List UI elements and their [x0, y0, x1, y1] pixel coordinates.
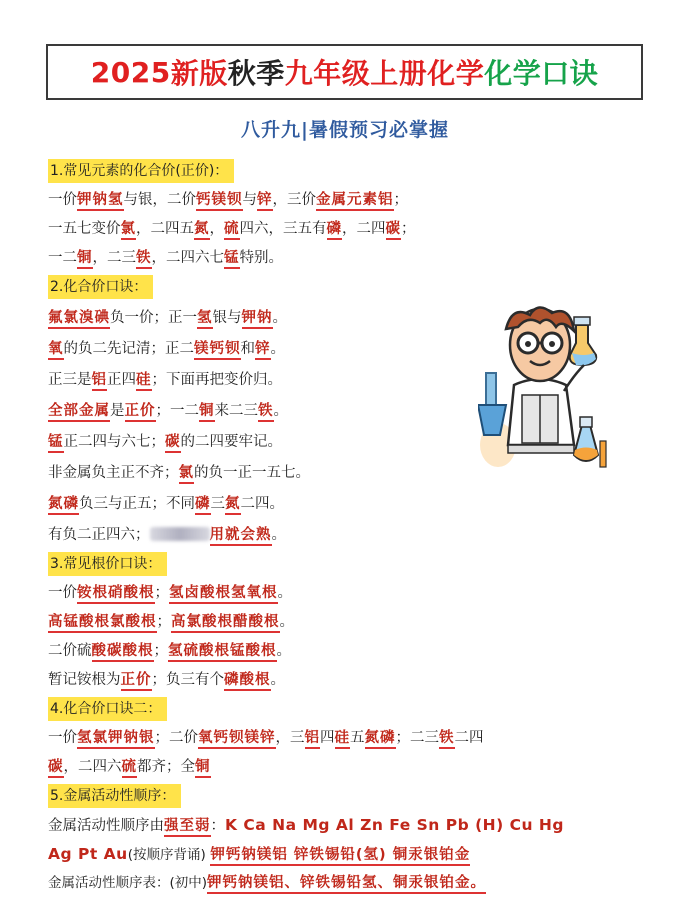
keyword: 硅	[335, 730, 351, 749]
keyword: 钾钙钠镁铝、锌铁锡铅氢、铜汞银铂金。	[207, 875, 486, 894]
text-run: 。	[277, 585, 292, 601]
text-line	[48, 521, 644, 550]
text-run: 非金属负主正不齐；	[48, 465, 179, 481]
text-run: 。	[271, 527, 286, 543]
section-1-header-row	[48, 157, 644, 186]
section-header: 1.常见元素的化合价(正价)：	[48, 159, 234, 183]
keyword: 高氯酸根醋酸根	[171, 614, 280, 633]
title-year: 2025	[90, 55, 171, 89]
text-line	[48, 490, 644, 519]
text-run: 三	[210, 496, 225, 512]
text-line	[48, 811, 644, 840]
text-run: 。	[273, 403, 288, 419]
section-3-header-row	[48, 550, 644, 579]
text-line	[48, 215, 644, 244]
keyword: 氢氯钾钠银	[77, 730, 155, 749]
keyword: 氧	[48, 341, 64, 360]
keyword: 硫	[224, 221, 240, 240]
keyword: 锰	[224, 250, 240, 269]
text-run: 特别。	[239, 250, 283, 266]
text-run: 负一价；正一	[110, 310, 197, 326]
text-line	[48, 753, 644, 782]
keyword: 锌	[257, 192, 273, 211]
section-header: 2.化合价口诀：	[48, 275, 153, 299]
keyword: 碳	[48, 759, 64, 778]
text-run: 正三是	[48, 372, 92, 388]
text-run: 来二三	[214, 403, 258, 419]
content-body	[48, 157, 644, 898]
keyword: 高锰酸根氯酸根	[48, 614, 157, 633]
keyword: 氢	[197, 310, 213, 329]
text-run: ；	[153, 643, 168, 659]
keyword: 铁	[439, 730, 455, 749]
section-5-header-row	[48, 782, 644, 811]
section-header: 5.金属活动性顺序：	[48, 784, 181, 808]
text-run: 都齐；全	[137, 759, 195, 775]
text-run: ；	[156, 614, 171, 630]
keyword: 铁	[136, 250, 152, 269]
text-run: ；	[393, 192, 408, 208]
keyword: 氮磷	[365, 730, 396, 749]
keyword: 磷	[327, 221, 343, 240]
text-line	[48, 244, 644, 273]
text-run: ；负三有个	[151, 672, 224, 688]
section-header: 4.化合价口诀二：	[48, 697, 167, 721]
section-header: 3.常见根价口诀：	[48, 552, 167, 576]
keyword: 镁钙钡	[194, 341, 241, 360]
text-run: ；一二	[155, 403, 199, 419]
keyword: 金属元素铝	[316, 192, 394, 211]
blurred-text	[150, 527, 210, 541]
text-run: 二价硫	[48, 643, 92, 659]
text-run: ，二四	[342, 221, 386, 237]
text-run: 负三与正五；不同	[79, 496, 195, 512]
text-run: ；	[154, 585, 169, 601]
text-line	[48, 869, 644, 898]
text-run: 一五七变价	[48, 221, 121, 237]
text-run: 的负二先记清；正二	[63, 341, 194, 357]
text-run: 的二四要牢记。	[180, 434, 282, 450]
keyword: 磷酸根	[224, 672, 271, 691]
keyword: 铵根硝酸根	[77, 585, 155, 604]
keyword: 钙镁钡	[196, 192, 243, 211]
text-run: 。	[272, 310, 287, 326]
keyword: 锰	[48, 434, 64, 453]
section-4-header-row	[48, 695, 644, 724]
text-run: 正二四与六七；	[63, 434, 165, 450]
text-run: 与	[242, 192, 257, 208]
text-line	[48, 186, 644, 215]
text-run: 正四	[107, 372, 136, 388]
text-run: 暂记铵根为	[48, 672, 121, 688]
keyword: 氮	[225, 496, 241, 515]
text-run: 四六，三五有	[239, 221, 327, 237]
text-run: ；	[401, 221, 416, 237]
title-new-edition: 新版	[170, 57, 228, 90]
text-run: 与银，二价	[123, 192, 196, 208]
text-line	[48, 335, 644, 364]
metal-symbol-sequence: K Ca Na Mg Al Zn Fe Sn Pb (H) Cu Hg	[225, 816, 564, 834]
keyword: 铜	[199, 403, 215, 422]
keyword: 氟氯溴碘	[48, 310, 110, 329]
keyword: 碳	[165, 434, 181, 453]
keyword: 用就会熟	[210, 527, 272, 546]
text-run: ，二四六七	[151, 250, 224, 266]
text-run: 的负一正一五七。	[194, 465, 310, 481]
text-run: 一价	[48, 730, 77, 746]
text-run: ，	[209, 221, 224, 237]
keyword: 铝	[305, 730, 321, 749]
keyword: 钾钠氢	[77, 192, 124, 211]
text-run: ，二四六	[63, 759, 122, 775]
section-2-header-row	[48, 273, 644, 302]
keyword: 氢硫酸根锰酸根	[168, 643, 277, 662]
text-run: 金属活动性顺序由	[48, 818, 164, 834]
text-run: ，三价	[272, 192, 316, 208]
text-line	[48, 397, 644, 426]
text-run: 。	[270, 341, 285, 357]
keyword: 磷	[195, 496, 211, 515]
text-run: 五	[350, 730, 365, 746]
keyword: 碳	[386, 221, 402, 240]
text-run: ：	[210, 818, 225, 834]
keyword: 氮磷	[48, 496, 79, 515]
text-run: (按顺序背诵)	[127, 847, 206, 863]
text-run: ；二价	[154, 730, 198, 746]
text-line	[48, 666, 644, 695]
text-line	[48, 840, 644, 869]
text-run: 一价	[48, 192, 77, 208]
keyword: 铜	[195, 759, 211, 778]
title-banner	[46, 44, 643, 100]
keyword: 氮	[194, 221, 210, 240]
keyword: 硅	[136, 372, 152, 391]
keyword: 铝	[92, 372, 108, 391]
keyword: 强至弱	[164, 818, 211, 837]
text-run: ；下面再把变价归。	[151, 372, 282, 388]
text-run: 和	[240, 341, 255, 357]
keyword: 钾钠	[242, 310, 273, 329]
text-run: 是	[110, 403, 125, 419]
text-line	[48, 724, 644, 753]
title-season: 秋季	[227, 57, 285, 90]
keyword: 铜	[77, 250, 93, 269]
text-line	[48, 608, 644, 637]
keyword: 正价	[121, 672, 152, 691]
text-line	[48, 428, 644, 457]
text-run: 二四	[454, 730, 484, 746]
text-run: 。	[270, 672, 285, 688]
text-run: ，二四五	[136, 221, 194, 237]
title-mnemonic: 化学口诀	[484, 57, 599, 90]
text-run: ，二三	[92, 250, 136, 266]
text-run: ，三	[275, 730, 305, 746]
text-line	[48, 459, 644, 488]
text-run: 二四。	[240, 496, 284, 512]
text-line	[48, 579, 644, 608]
keyword: 锌	[255, 341, 271, 360]
title-grade-book: 九年级上册化学	[284, 57, 485, 90]
keyword: 钾钙钠镁铝 锌铁锡铅(氢) 铜汞银铂金	[210, 847, 470, 866]
text-run: 金属活动性顺序表：(初中)	[48, 875, 208, 891]
text-run: 一价	[48, 585, 77, 601]
text-run: 。	[276, 643, 291, 659]
text-line	[48, 637, 644, 666]
text-line	[48, 366, 644, 395]
metal-symbol-sequence: Ag Pt Au	[48, 845, 128, 863]
keyword: 全部金属	[48, 403, 110, 422]
text-run: 有负二正四六；	[48, 527, 150, 543]
text-run: 四	[320, 730, 335, 746]
text-run: 一二	[48, 250, 77, 266]
keyword: 正价	[125, 403, 156, 422]
text-run: 银与	[212, 310, 242, 326]
keyword: 氯	[179, 465, 195, 484]
text-line	[48, 304, 644, 333]
keyword: 硫	[122, 759, 138, 778]
text-run: 。	[279, 614, 294, 630]
keyword: 酸碳酸根	[92, 643, 154, 662]
keyword: 氢卤酸根氢氧根	[169, 585, 278, 604]
subtitle: 八升九|暑假预习必掌握	[241, 119, 449, 141]
keyword: 铁	[258, 403, 274, 422]
keyword: 氧钙钡镁锌	[198, 730, 276, 749]
keyword: 氯	[121, 221, 137, 240]
text-run: ；二三	[395, 730, 439, 746]
